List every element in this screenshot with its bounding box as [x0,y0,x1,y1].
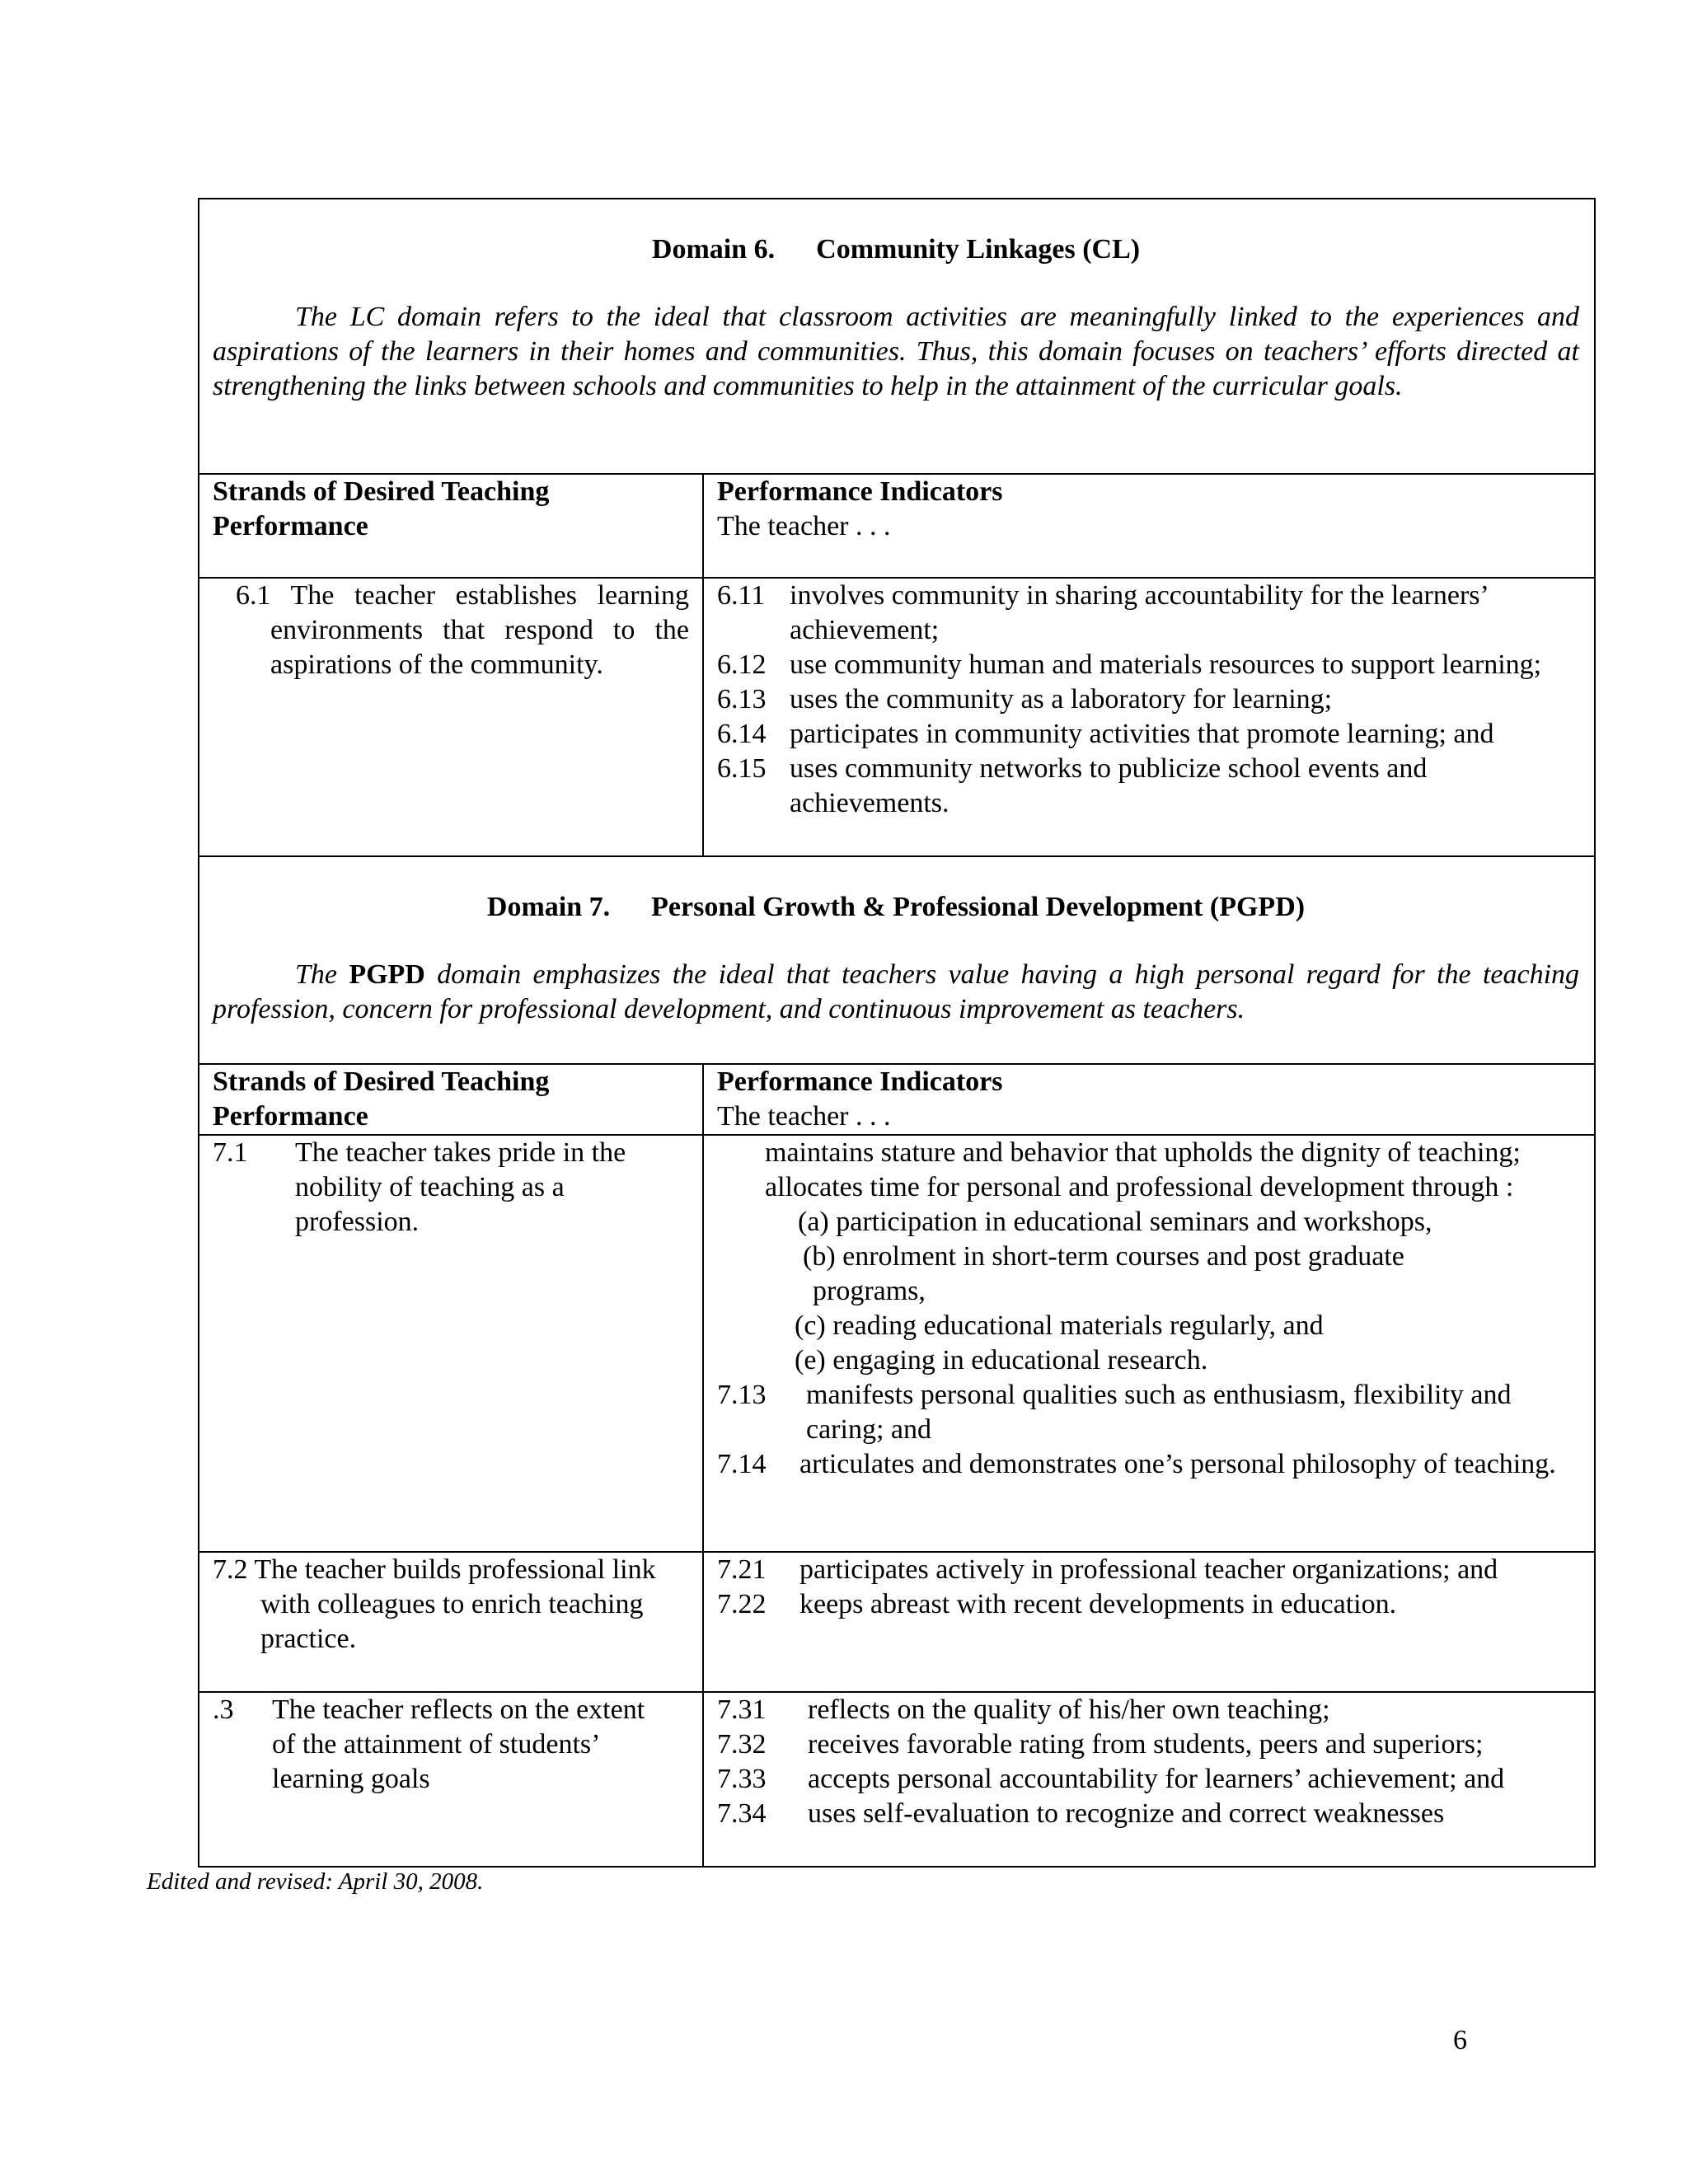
standards-table [198,198,1596,1868]
indicator-7-14 [717,1447,1581,1482]
indicator-allocates: allocates time for personal and professional development through : [765,1172,1514,1202]
indicator-sub-b-text: (b) enrolment in short-term courses and post graduate programs, [803,1241,1404,1306]
strand-7-1-cell [199,1135,703,1552]
indicator-number: 6.12 [717,649,767,680]
domain6-indicator-list [717,579,1581,821]
domain7-header-row [199,856,1595,1064]
strand-7-1-indicators-cell [703,1135,1595,1552]
indicator-maintains-text: maintains stature and behavior that upholds the dignity of teaching; [765,1137,1521,1168]
domain7-column-header-row [199,1064,1595,1135]
indicator-sub-e: (e) engaging in educational research. [795,1345,1208,1376]
indicator-number: 7.32 [717,1729,767,1760]
strand-7-3-text: The teacher reflects on the extent of the attainment of students’ learning goals [272,1694,645,1794]
indicator-sub-a: (a) participation in educational seminars and workshops, [798,1207,1432,1237]
domain7-indicators-header [703,1064,1595,1135]
domain7-header [199,856,1595,1064]
strand-7-3-cell [199,1692,703,1867]
indicator-7-21 [717,1553,1581,1587]
strand-7-1-row [199,1135,1595,1552]
domain7-desc-rest: domain emphasizes the ideal that teachers value having a high personal regard for the teaching profession, concern for professional development, and continuous improvement as teachers. [213,959,1580,1024]
domain7-indicators-header-text: Performance Indicators [717,1066,1003,1097]
indicator-text: uses self-evaluation to recognize and correct weaknesses [808,1798,1445,1829]
domain6-name: Community Linkages (CL) [816,234,1141,265]
strand-7-2-num: 7.2 [213,1554,248,1585]
strand-7-2-indicators-cell [703,1552,1595,1692]
indicator-6-13 [717,682,1581,717]
indicator-text: receives favorable rating from students, peers and superiors; [808,1729,1484,1760]
indicator-text: participates actively in professional teacher organizations; and [799,1554,1498,1585]
indicator-number: 6.15 [717,753,767,784]
domain6-strand-row [199,578,1595,856]
domain6-label: Domain 6. [651,234,776,265]
indicator-7-14-num: 7.14 [717,1449,767,1479]
indicator-number: 7.34 [717,1798,767,1829]
indicator-sub-c: (c) reading educational materials regularly, and [795,1310,1324,1341]
indicator-number: 6.14 [717,719,767,749]
strand-7-2-indicator-list [717,1553,1581,1622]
domain6-header [199,199,1595,474]
indicator-7-13-num: 7.13 [717,1380,767,1410]
indicator-6-15 [717,752,1581,821]
domain7-description [213,958,1579,1027]
strand-6-1: 6.1 The teacher establishes learning environments that respond to the aspirations of the community. [236,580,689,680]
page-number: 6 [1453,2025,1467,2055]
indicator-6-14 [717,717,1581,752]
indicator-7-22 [717,1587,1581,1622]
domain6-indicators-cell [703,578,1595,856]
strand-7-1-num: 7.1 [213,1137,248,1168]
strand-7-2-text: The teacher builds professional link with colleagues to enrich teaching practice. [254,1554,656,1654]
domain6-description-text: The LC domain refers to the ideal that classroom activities are meaningfully linked to the experiences and aspirations of the learners in their homes and communities. Thus, this domain focuses on teachers’ efforts directed at strengthening the links between schools and communities to help in the attainment of the curricular goals. [213,302,1579,401]
domain6-strands-header-text: Strands of Desired Teaching Performance [213,476,550,541]
domain7-desc-prefix: The [295,959,337,990]
indicator-7-13 [717,1378,1581,1447]
domain6-header-row [199,199,1595,474]
domain6-strands-header [199,474,703,578]
strand-7-2 [213,1553,689,1657]
footer-note: Edited and revised: April 30, 2008. [147,1868,484,1895]
strand-7-2-row [199,1552,1595,1692]
domain6-strand-cell [199,578,703,856]
domain6-indicators-header-text: Performance Indicators [717,476,1003,507]
indicator-maintains [717,1136,1581,1170]
indicator-text: keeps abreast with recent developments in education. [799,1589,1397,1619]
indicator-7-13-text: manifests personal qualities such as enthusiasm, flexibility and caring; and [806,1380,1512,1445]
strand-7-1-text: The teacher takes pride in the nobility of teaching as a profession. [295,1137,626,1237]
domain7-desc-bold: PGPD [349,959,425,990]
strand-7-3-indicators-cell [703,1692,1595,1867]
indicator-number: 7.21 [717,1554,767,1585]
domain7-title [213,890,1579,925]
indicator-text: uses the community as a laboratory for learning; [790,684,1333,715]
indicator-text: involves community in sharing accountability for the learners’ achievement; [790,580,1488,645]
indicator-number: 7.31 [717,1694,767,1725]
indicator-7-31 [717,1693,1581,1727]
strand-7-3 [213,1693,689,1797]
domain6-indicators-header [703,474,1595,578]
domain6-column-header-row [199,474,1595,578]
indicator-6-12 [717,648,1581,682]
domain7-name: Personal Growth & Professional Development (PGPD) [651,892,1306,922]
indicator-text: accepts personal accountability for learners’ achievement; and [808,1764,1505,1794]
indicator-text: uses community networks to publicize school events and achievements. [790,753,1428,818]
indicator-6-11 [717,579,1581,648]
strand-7-3-row [199,1692,1595,1867]
strand-7-2-cell [199,1552,703,1692]
indicator-text: participates in community activities that promote learning; and [790,719,1494,749]
indicator-text: reflects on the quality of his/her own teaching; [808,1694,1330,1725]
domain7-label: Domain 7. [486,892,611,922]
indicator-7-34 [717,1797,1581,1831]
strand-7-3-indicator-list [717,1693,1581,1831]
domain6-description [213,300,1579,404]
indicator-number: 6.11 [717,580,766,611]
domain7-strands-header [199,1064,703,1135]
indicator-number: 6.13 [717,684,767,715]
indicator-7-32 [717,1727,1581,1762]
strand-7-3-num: .3 [213,1694,234,1725]
indicator-text: use community human and materials resources to support learning; [790,649,1542,680]
indicator-7-33 [717,1762,1581,1797]
indicator-number: 7.33 [717,1764,767,1794]
indicator-sub-b [717,1240,1581,1309]
domain6-teacher-lead: The teacher . . . [717,511,891,541]
domain7-teacher-lead: The teacher . . . [717,1101,891,1132]
domain6-title [213,232,1579,267]
indicator-number: 7.22 [717,1589,767,1619]
indicator-7-14-text: articulates and demonstrates one’s personal philosophy of teaching. [799,1449,1556,1479]
strand-7-1 [213,1136,689,1240]
domain7-strands-header-text: Strands of Desired Teaching Performance [213,1066,550,1132]
